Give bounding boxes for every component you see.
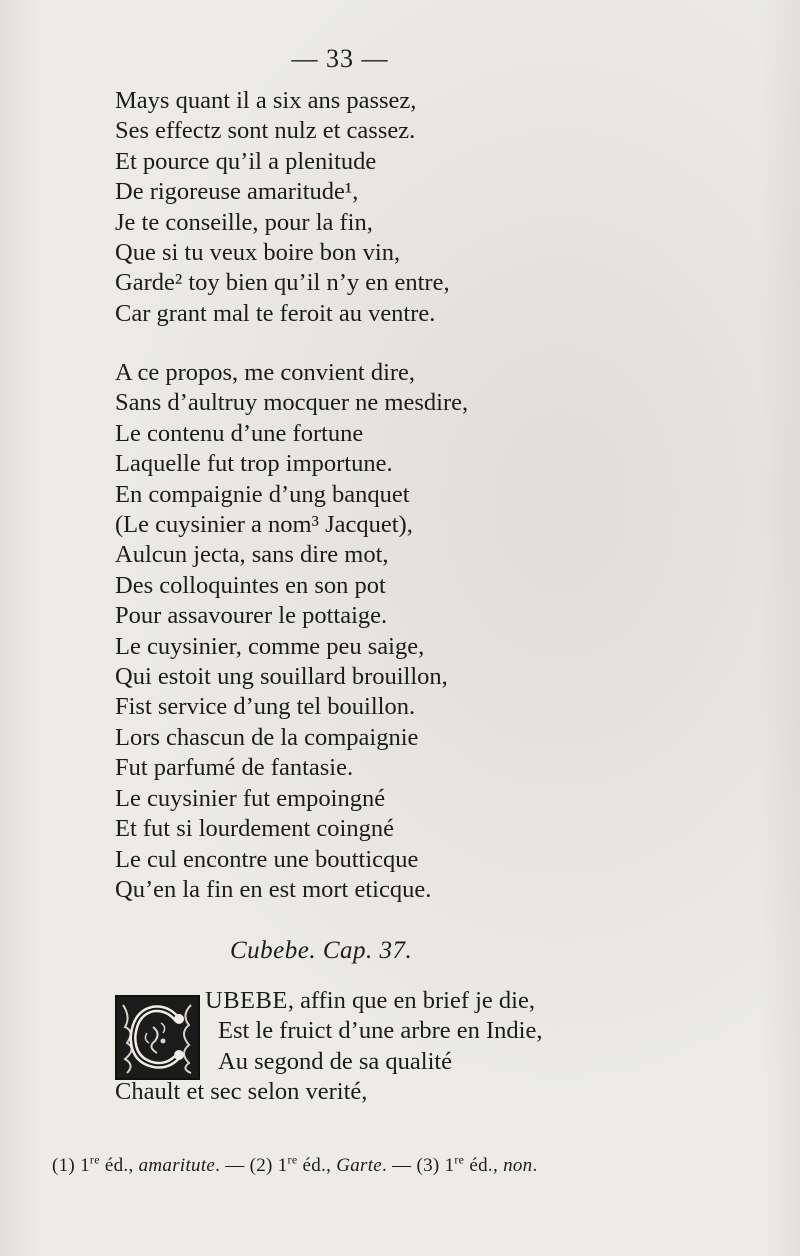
verse-line: (Le cuysinier a nom³ Jacquet), xyxy=(115,511,413,539)
footnote-3 xyxy=(416,1155,537,1176)
stanza-3 xyxy=(115,986,542,1108)
footnote-marker: (3) 1 xyxy=(416,1155,455,1177)
verse-line: Qui estoit ung souillard brouillon, xyxy=(115,663,448,691)
verse-line: Qu’en la fin en est mort eticque. xyxy=(115,875,432,903)
footnote-text: éd., xyxy=(464,1155,504,1177)
footnote-text: . xyxy=(532,1155,538,1177)
verse-line: Que si tu veux boire bon vin, xyxy=(115,239,401,267)
superscript: re xyxy=(287,1153,298,1167)
verse-line: Pour assavourer le pottaige. xyxy=(115,602,388,630)
verse-line: Le cuysinier fut empoingné xyxy=(115,784,386,812)
verse-line: A ce propos, me convient dire, xyxy=(115,359,416,386)
page-number: — 33 — xyxy=(291,44,389,73)
verse-line: Le cuysinier, comme peu saige, xyxy=(115,632,425,660)
verse-line: Garde² toy bien qu’il n’y en entre, xyxy=(115,269,450,297)
footnote-2 xyxy=(250,1155,417,1176)
initial-word: UBEBE xyxy=(205,987,288,1014)
verse-line: Est le fruict d’une arbre en Indie, xyxy=(218,1017,543,1045)
footnote-marker: (2) 1 xyxy=(249,1155,288,1177)
footnote-variant: amaritute xyxy=(138,1155,216,1177)
verse-line: Et pource qu’il a plenitude xyxy=(115,147,377,175)
verse-line: Le contenu d’une fortune xyxy=(115,419,364,447)
footnote-text: éd., xyxy=(99,1155,139,1177)
verse-line: Sans d’aultruy mocquer ne mesdire, xyxy=(115,389,469,417)
chapter-heading: Cubebe. Cap. 37. xyxy=(230,937,413,964)
footnotes xyxy=(52,1153,538,1177)
stanza-2 xyxy=(115,358,468,905)
footnote-variant: non xyxy=(503,1155,533,1177)
footnote-text: . — xyxy=(382,1155,417,1177)
verse-line: Mays quant il a six ans passez, xyxy=(115,87,417,114)
superscript: re xyxy=(454,1153,465,1167)
stanza-1 xyxy=(115,86,450,329)
footnote-text: . — xyxy=(215,1155,250,1177)
verse-line xyxy=(115,986,542,1016)
superscript: re xyxy=(89,1153,100,1167)
verse-line: Chault et sec selon verité, xyxy=(115,1078,368,1106)
verse-line: Car grant mal te feroit au ventre. xyxy=(115,299,436,327)
verse-line: Laquelle fut trop importune. xyxy=(115,450,393,478)
verse-line: Au segond de sa qualité xyxy=(218,1047,453,1075)
footnote-marker: (1) 1 xyxy=(52,1155,90,1177)
verse-line: De rigoreuse amaritude¹, xyxy=(115,178,359,206)
verse-line: Fut parfumé de fantasie. xyxy=(115,754,354,782)
verse-line: Et fut si lourdement coingné xyxy=(115,815,394,843)
verse-line: En compaignie d’ung banquet xyxy=(115,480,410,508)
verse-line: Je te conseille, pour la fin, xyxy=(115,208,373,236)
verse-line: Ses effectz sont nulz et cassez. xyxy=(115,117,416,145)
verse-line: Lors chascun de la compaignie xyxy=(115,723,419,751)
footnote-text: éd., xyxy=(297,1155,337,1177)
verse-line: Aulcun jecta, sans dire mot, xyxy=(115,541,389,569)
verse-line: Le cul encontre une boutticque xyxy=(115,845,419,873)
verse-line: Fist service d’ung tel bouillon. xyxy=(115,693,416,721)
verse-line: Des colloquintes en son pot xyxy=(115,571,386,599)
footnote-1 xyxy=(52,1155,250,1176)
verse-text: , affin que en brief je die, xyxy=(287,987,535,1014)
footnote-variant: Garte xyxy=(336,1155,383,1177)
